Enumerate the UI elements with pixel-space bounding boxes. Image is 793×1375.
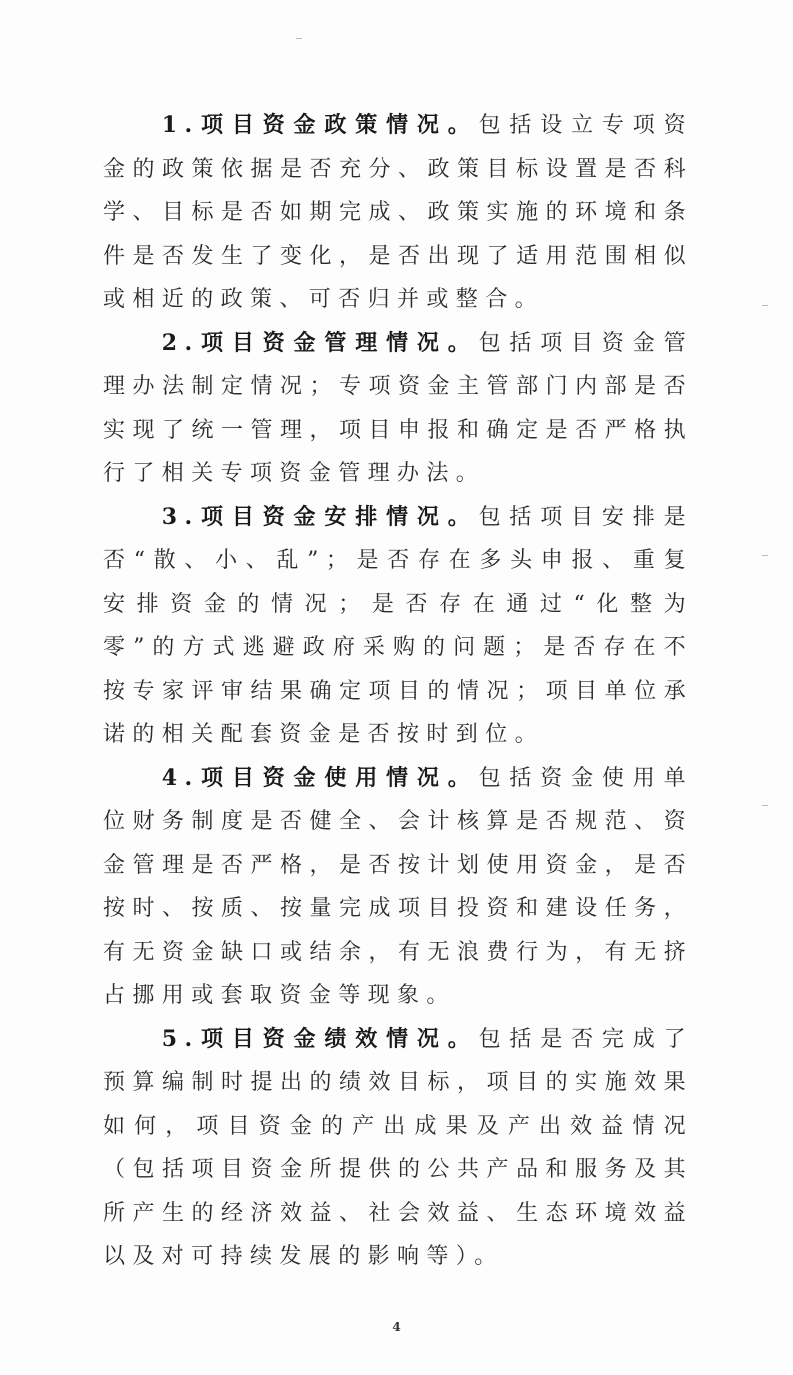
scan-mark — [762, 305, 768, 306]
paragraph-text: 包括是否完成了预算编制时提出的绩效目标，项目的实施效果如何，项目资金的产出成果及产出效益情况（包括项目资金所提供的公共产品和服务及其所产生的经济效益、社会效益、生态环境效益以及对可持续发展的影响等）。 — [103, 1026, 693, 1269]
paragraph-management — [103, 322, 693, 496]
document-body — [103, 104, 693, 1279]
paragraph-heading: 3.项目资金安排情况。 — [161, 503, 479, 530]
page-number: 4 — [392, 1319, 401, 1334]
scan-mark — [762, 555, 768, 556]
paragraph-text: 包括资金使用单位财务制度是否健全、会计核算是否规范、资金管理是否严格，是否按计划使用资金，是否按时、按质、按量完成项目投资和建设任务，有无资金缺口或结余，有无浪费行为，有无挤占挪用或套取资金等现象。 — [103, 765, 693, 1008]
paragraph-performance — [103, 1018, 693, 1279]
paragraph-text: 包括项目资金管理办法制定情况；专项资金主管部门内部是否实现了统一管理，项目申报和确定是否严格执行了相关专项资金管理办法。 — [103, 330, 693, 486]
scan-mark — [296, 38, 302, 39]
paragraph-text: 包括项目安排是否“散、小、乱”；是否存在多头申报、重复安排资金的情况；是否存在通过“化整为零”的方式逃避政府采购的问题；是否存在不按专家评审结果确定项目的情况；项目单位承诺的相关配套资金是否按时到位。 — [103, 504, 693, 747]
paragraph-policy — [103, 104, 693, 322]
paragraph-heading: 1.项目资金政策情况。 — [161, 112, 479, 138]
scan-mark — [762, 805, 768, 806]
paragraph-heading: 2.项目资金管理情况。 — [161, 329, 479, 356]
paragraph-heading: 5.项目资金绩效情况。 — [161, 1025, 479, 1052]
paragraph-usage — [103, 757, 693, 1018]
paragraph-arrangement — [103, 496, 693, 757]
paragraph-text: 包括设立专项资金的政策依据是否充分、政策目标设置是否科学、目标是否如期完成、政策实施的环境和条件是否发生了变化，是否出现了适用范围相似或相近的政策、可否归并或整合。 — [103, 113, 693, 312]
paragraph-heading: 4.项目资金使用情况。 — [161, 764, 479, 791]
